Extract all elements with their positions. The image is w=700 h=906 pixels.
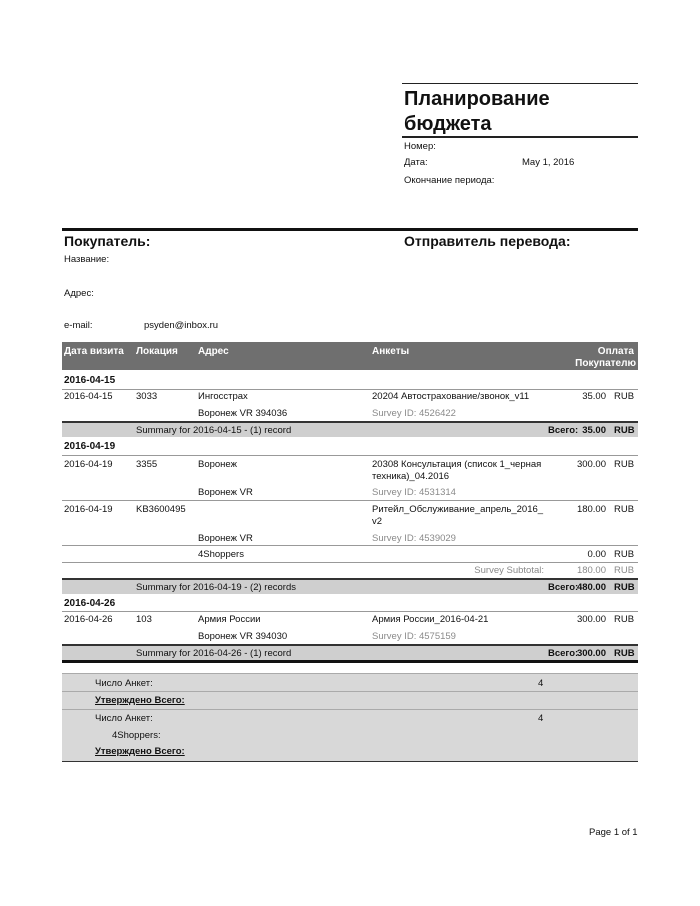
date-group-header: 2016-04-15 [64,375,116,386]
cell-amount: 180.00 [576,504,606,515]
cell-location: 103 [136,614,152,625]
totals-rule [62,709,638,710]
page-title [404,87,550,137]
row-divider [62,611,638,612]
period-end-label: Окончание периода: [404,175,495,186]
summary-total-label: Всего: [548,425,579,436]
date-value: May 1, 2016 [522,157,575,168]
cell-city: Воронеж VR [198,533,253,544]
table-header [62,342,638,370]
count-label: Число Анкет: [95,678,153,689]
title-line-1: Планирование [404,88,550,110]
cell-address: Армия России [198,614,261,625]
buyer-email-label: e-mail: [64,320,93,331]
cell-survey-cont: v2 [372,516,383,527]
cell-city: Воронеж VR 394036 [198,408,288,419]
subtotal-amount: 180.00 [576,565,606,576]
summary-total: 35.00 [582,425,606,436]
buyer-email-value: psyden@inbox.ru [144,320,219,331]
summary-total: 480.00 [576,582,606,593]
summary-total: 300.00 [576,648,606,659]
title-bottom-rule [402,136,638,138]
subtotal-currency: RUB [614,565,635,576]
totals-block [62,673,638,761]
cell-survey: Ритейл_Обслуживание_апрель_2016_ [372,504,544,515]
approved-total-label-2: Утверждено Всего: [95,746,185,757]
col-payment: Оплата [597,346,634,357]
cell-amount: 300.00 [576,459,606,470]
cell-survey: 20308 Консультация (список 1_черная [372,459,542,470]
cell-date: 2016-04-26 [64,614,113,625]
summary-text: Summary for 2016-04-26 - (1) record [136,648,292,659]
summary-total-label: Всего: [548,648,579,659]
date-group-header: 2016-04-26 [64,598,116,609]
count-value: 4 [538,678,544,689]
page-number: Page 1 of 1 [589,827,638,838]
date-group-header: 2016-04-19 [64,441,116,452]
col-address: Адрес [198,346,229,357]
cell-date: 2016-04-19 [64,504,113,515]
row-divider [62,455,638,456]
cell-amount: 300.00 [576,614,606,625]
row-divider [62,562,638,563]
group-summary [62,580,638,594]
cell-survey: 20204 Автострахование/звонок_v11 [372,391,530,402]
subtotal-label: Survey Subtotal: [474,565,544,576]
shoppers-currency: RUB [614,549,635,560]
col-visit-date: Дата визита [64,346,124,357]
cell-city: Воронеж VR [198,487,253,498]
summary-currency: RUB [614,425,635,436]
cell-date: 2016-04-19 [64,459,113,470]
summary-text: Summary for 2016-04-19 - (2) records [136,582,296,593]
table-end-rule [62,660,638,663]
title-line-2: бюджета [404,113,492,135]
totals-rule [62,691,638,692]
cell-location: KB3600495 [136,504,186,515]
buyer-name-label: Название: [64,254,110,265]
col-location: Локация [136,346,178,357]
totals-rule [62,673,638,674]
approved-total-label: Утверждено Всего: [95,695,185,706]
cell-location: 3033 [136,391,158,402]
cell-city: Воронеж VR 394030 [198,631,288,642]
number-label: Номер: [404,141,436,152]
row-divider [62,389,638,390]
cell-survey-id: Survey ID: 4531314 [372,487,456,498]
cell-currency: RUB [614,504,635,515]
totals-bottom-rule [62,761,638,762]
cell-amount: 35.00 [582,391,606,402]
group-summary [62,646,638,660]
shoppers-total-label: 4Shoppers: [112,730,161,741]
sender-heading: Отправитель перевода: [404,233,571,249]
cell-survey-id: Survey ID: 4539029 [372,533,456,544]
shoppers-label: 4Shoppers [198,549,244,560]
cell-survey-id: Survey ID: 4526422 [372,408,456,419]
title-top-rule [402,83,638,84]
summary-currency: RUB [614,648,635,659]
count-label-2: Число Анкет: [95,713,153,724]
cell-survey: Армия России_2016-04-21 [372,614,489,625]
shoppers-amount: 0.00 [587,549,606,560]
cell-address: Воронеж [198,459,237,470]
cell-currency: RUB [614,459,635,470]
row-divider [62,500,638,501]
buyer-heading: Покупатель: [64,233,151,249]
cell-location: 3355 [136,459,158,470]
col-surveys: Анкеты [372,346,410,357]
buyer-address-label: Адрес: [64,288,94,299]
group-summary [62,423,638,437]
cell-currency: RUB [614,614,635,625]
cell-address: Ингосстрах [198,391,248,402]
count-value-2: 4 [538,713,544,724]
section-divider [62,228,638,231]
cell-survey-cont: техника)_04.2016 [372,471,450,482]
summary-total-label: Всего: [548,582,579,593]
cell-survey-id: Survey ID: 4575159 [372,631,456,642]
col-to-buyer: Покупателю [575,358,636,369]
date-label: Дата: [404,157,428,168]
cell-currency: RUB [614,391,635,402]
cell-date: 2016-04-15 [64,391,113,402]
summary-text: Summary for 2016-04-15 - (1) record [136,425,292,436]
row-divider [62,545,638,546]
summary-currency: RUB [614,582,635,593]
